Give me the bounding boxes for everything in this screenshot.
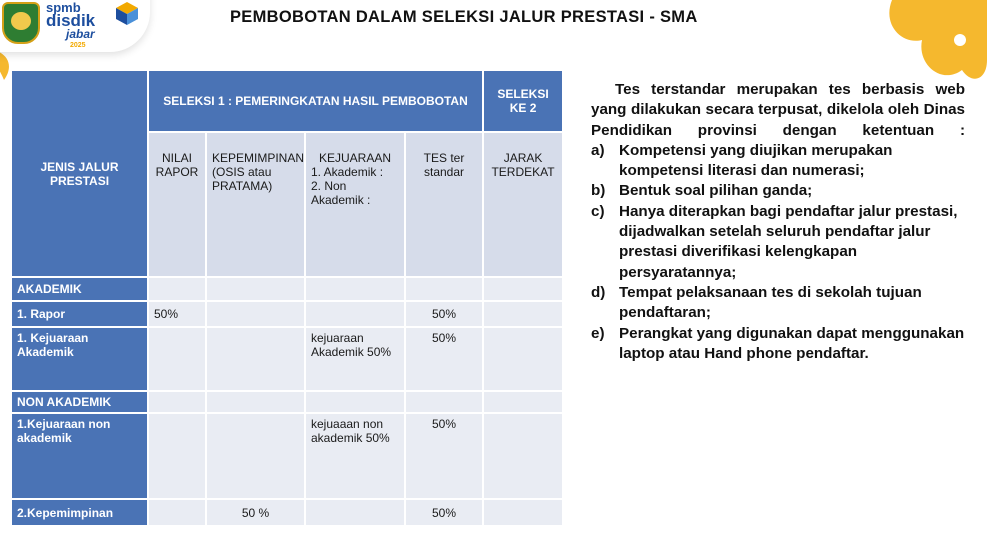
spmb-cube-icon — [114, 0, 140, 26]
table-cell — [148, 391, 206, 413]
kejuaraan-item-akademik: 1. Akademik : — [311, 165, 384, 179]
table-cell — [483, 391, 563, 413]
logo-card — [0, 0, 150, 52]
list-item-label: c) — [591, 202, 605, 220]
table-cell — [483, 301, 563, 327]
subheader-nilai-rapor: NILAI RAPOR — [148, 132, 206, 277]
subheader-tes-terstandar: TES ter standar — [405, 132, 483, 277]
table-cell — [305, 391, 405, 413]
table-cell: kejuaraan Akademik 50% — [305, 327, 405, 391]
table-row — [11, 413, 563, 499]
list-item-text: Perangkat yang digunakan dapat menggunakan laptop atau Hand phone pendaftar. — [619, 324, 965, 362]
weighting-table — [10, 69, 564, 527]
row-label: 1. Kejuaraan Akademik — [11, 327, 148, 391]
table-cell — [206, 391, 305, 413]
table-row — [11, 277, 563, 301]
list-item — [591, 324, 965, 365]
logo-jabar: jabar — [66, 27, 95, 41]
table-cell — [483, 327, 563, 391]
logo-year: 2025 — [70, 42, 86, 49]
page-title: PEMBOBOTAN DALAM SELEKSI JALUR PRESTASI - SMA — [230, 8, 698, 26]
list-item-text: Bentuk soal pilihan ganda; — [619, 182, 813, 200]
list-item-label: d) — [591, 283, 606, 301]
row-label: 1. Rapor — [11, 301, 148, 327]
subheader-jarak-terdekat: JARAK TERDEKAT — [483, 132, 563, 277]
kejuaraan-item-non-akademik: 2. Non Akademik : — [311, 179, 371, 207]
table-cell: 50 % — [206, 499, 305, 526]
list-item — [591, 181, 965, 201]
table-cell: kejuaaan non akademik 50% — [305, 413, 405, 499]
subheader-kejuaraan: KEJUARAAN 1. Akademik : 2. Non Akademik : — [305, 132, 405, 277]
table-cell — [206, 327, 305, 391]
row-label: 2.Kepemimpinan — [11, 499, 148, 526]
list-item — [591, 283, 965, 324]
list-item-label: b) — [591, 182, 606, 200]
list-item-label: e) — [591, 324, 605, 342]
logo-spmb: spmb — [46, 0, 81, 15]
jabar-crest-icon — [2, 2, 40, 44]
table-cell — [305, 277, 405, 301]
row-label: AKADEMIK — [11, 277, 148, 301]
table-cell — [148, 277, 206, 301]
table-cell — [483, 277, 563, 301]
table-cell: 50% — [405, 301, 483, 327]
list-item-text: Tempat pelaksanaan tes di sekolah tujuan pendaftaran; — [619, 283, 922, 322]
table-cell: 50% — [405, 413, 483, 499]
table-cell — [405, 391, 483, 413]
table-cell — [148, 327, 206, 391]
logo-disdik: disdik — [46, 11, 96, 30]
table-cell — [148, 499, 206, 526]
row-label: 1.Kejuaraan non akademik — [11, 413, 148, 499]
table-cell — [206, 277, 305, 301]
table-cell — [405, 277, 483, 301]
header-jenis-jalur: JENIS JALUR PRESTASI — [11, 70, 148, 277]
tes-terstandar-info — [591, 80, 965, 364]
yellow-flower-decoration — [862, 0, 987, 90]
header-seleksi-2: SELEKSI KE 2 — [483, 70, 563, 132]
table-cell — [148, 413, 206, 499]
table-cell: 50% — [148, 301, 206, 327]
header-seleksi-1: SELEKSI 1 : PEMERINGKATAN HASIL PEMBOBOTAN — [148, 70, 483, 132]
table-row — [11, 301, 563, 327]
list-item-text: Hanya diterapkan bagi pendaftar jalur prestasi, dijadwalkan setelah seluruh pendaftar jalur prestasi diverifikasi kelengkapan persyaratannya; — [619, 202, 958, 281]
info-intro: Tes terstandar merupakan tes berbasis web yang dilakukan secara terpusat, dikelola oleh Dinas Pendidikan provinsi dengan ketentuan : — [591, 81, 965, 139]
table-cell — [206, 301, 305, 327]
table-cell — [305, 301, 405, 327]
table-cell — [305, 499, 405, 526]
table-cell — [206, 413, 305, 499]
list-item — [591, 202, 965, 283]
logo-text — [46, 2, 95, 52]
table-row — [11, 499, 563, 526]
table-cell: 50% — [405, 327, 483, 391]
table-cell — [483, 413, 563, 499]
table-row — [11, 327, 563, 391]
list-item — [591, 141, 965, 182]
table-row — [11, 391, 563, 413]
list-item-text: Kompetensi yang diujikan merupakan kompetensi literasi dan numerasi; — [619, 141, 893, 180]
table-cell: 50% — [405, 499, 483, 526]
list-item-label: a) — [591, 141, 605, 159]
table-cell — [483, 499, 563, 526]
subheader-kepemimpinan: KEPEMIMPINAN (OSIS atau PRATAMA) — [206, 132, 305, 277]
row-label: NON AKADEMIK — [11, 391, 148, 413]
